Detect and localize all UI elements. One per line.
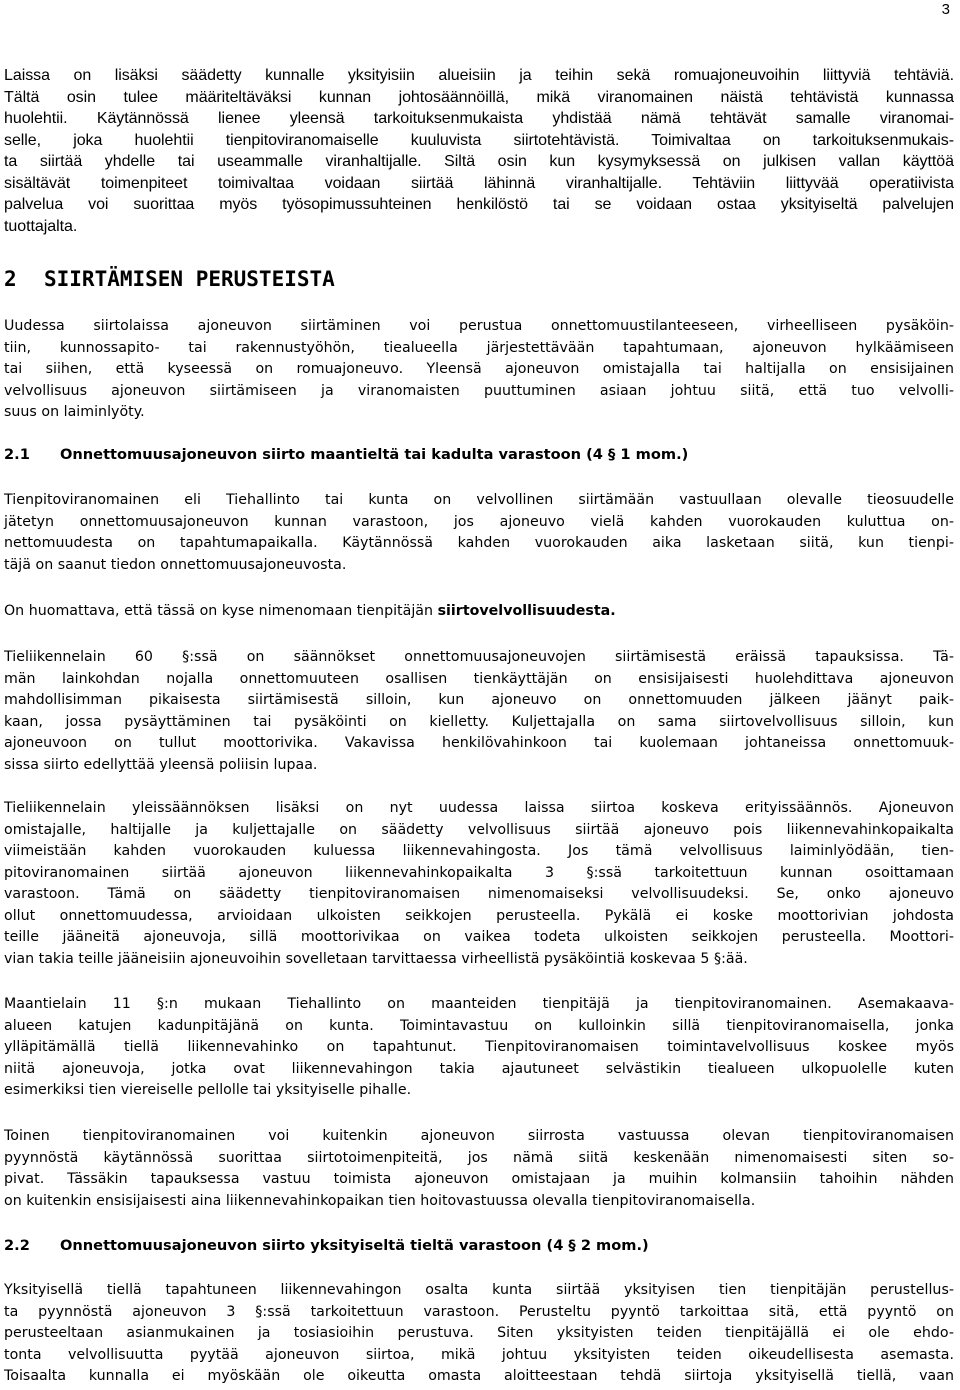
- text-line: jätetyn onnettomuusajoneuvon kunnan varastoon, jos ajoneuvo vielä kahden vuorokauden kuluttua on-: [4, 513, 954, 530]
- text-line: vian takia teille jääneisiin ajoneuvoihin sovelletaan tarvittaessa virheellistä pysäköintiä koskevaa 5 §:ää.: [4, 950, 748, 967]
- text-line: pivat. Tässäkin tapauksessa vastuu toimista ajoneuvon omistajaan ja muihin kolmansiin tahoihin nähden: [4, 1171, 954, 1187]
- subsection-number: 2.2: [4, 1237, 30, 1254]
- text-line: nettomuudesta on tapahtumapaikalla. Käytännössä kahden vuorokauden aika lasketaan siitä, kun tienpi-: [4, 535, 954, 551]
- intro-paragraph: [4, 65, 954, 237]
- subsection-title: Onnettomuusajoneuvon siirto yksityiseltä tieltä varastoon (4 § 2 mom.): [60, 1237, 649, 1254]
- page-number: 3: [941, 1, 950, 18]
- text-line: sissa siirto edellyttää yleensä poliisin lupaa.: [4, 756, 318, 773]
- text-line: viimeistään kahden vuorokauden kuluessa liikennevahingosta. Jos tämä velvollisuus laiminlyödään, tien-: [4, 843, 954, 859]
- section-2-1-paragraph-1: [4, 490, 954, 576]
- text-line: pitoviranomainen siirtää ajoneuvon liikennevahinkopaikalta 3 §:ssä tarkoitettuun kunnan osoittamaan: [4, 864, 954, 881]
- text-line: velvollisuus ajoneuvon siirtämiseen ja viranomaisten puuttuminen asiaan johtuu siitä, että tuo velvolli-: [4, 382, 954, 399]
- subsection-number: 2.1: [4, 446, 30, 463]
- text-line: män lainkohdan nojalla onnettomuuteen osallisen tienkäyttäjän on ensisijaisesti huolehdittava ajoneuvon: [4, 670, 954, 687]
- text-line: esimerkiksi tien viereiselle pellolle tai yksityiselle pihalle.: [4, 1082, 412, 1098]
- text-line: Tienpitoviranomainen eli Tiehallinto tai kunta on velvollinen siirtämään vastuullaan olevalle tieosuudelle: [4, 492, 954, 508]
- text-line: [4, 601, 954, 623]
- text-line: tiin, kunnossapito- tai rakennustyöhön, tiealueella järjestettävään tapahtumaan, ajoneuvon hylkäämiseen: [4, 339, 954, 356]
- subsection-heading-2-1: [4, 444, 688, 466]
- text-line: suus on laiminlyöty.: [4, 404, 145, 420]
- section-2-1-paragraph-4: [4, 798, 954, 970]
- section-2-1-paragraph-5: [4, 994, 954, 1102]
- text-line: omistajalle, haltijalle ja kuljettajalle on säädetty velvollisuus siirtää ajoneuvo pois liikennevahinkopaikalta: [4, 821, 954, 838]
- text-line: mahdollisimman pikaisesta siirtämisestä silloin, kun ajoneuvo on onnettomuuden jälkeen jäänyt paik-: [4, 692, 954, 708]
- text-line: tai siihen, että kyseessä on romuajoneuvo. Yleensä ajoneuvon omistajalla tai haltijalla on ensisijainen: [4, 361, 954, 377]
- subsection-title: Onnettomuusajoneuvon siirto maantieltä tai kadulta varastoon (4 § 1 mom.): [60, 446, 689, 463]
- section-2-1-paragraph-2: [4, 601, 954, 623]
- text-line: Tältä osin tulee määriteltäväksi kunnan johtosäännöillä, mikä viranomainen näistä tehtävistä kunnassa: [4, 88, 954, 106]
- text-line: pyynnöstä käytännössä suorittaa siirtotoimenpiteitä, jos nämä siitä keskenään nimenomaisesti siten so-: [4, 1149, 954, 1166]
- section-2-2-paragraph-1: [4, 1280, 954, 1388]
- text-line: Tieliikennelain yleissäännöksen lisäksi on nyt uudessa laissa siirtoa koskeva erityissäännös. Ajoneuvon: [4, 800, 954, 816]
- text-line: tonta velvollisuutta pyytää ajoneuvon siirtoa, mikä johtuu yksityisten teiden oikeudellisesta asemasta.: [4, 1346, 954, 1363]
- text-line: niitä ajoneuvoja, jotka ovat liikennevahingon takia ajautuneet selvästikin tiealueen ulkopuolelle kuten: [4, 1060, 954, 1077]
- text-line: Maantielain 11 §:n mukaan Tiehallinto on maanteiden tienpitäjä ja tienpitoviranomainen. Asemakaava-: [4, 996, 954, 1012]
- section-number: 2: [4, 267, 17, 291]
- text-line: alueen katujen kadunpitäjänä on kunta. Toimintavastuu on kulloinkin sillä tienpitoviranomaisella, jonka: [4, 1017, 954, 1034]
- text-line: teille jääneitä ajoneuvoja, sillä moottorivikaa on vaikea todeta ulkoisten seikkojen perusteella. Moottori-: [4, 929, 954, 945]
- text-line: perusteeltaan asianmukainen ja tosiasioihin perustuva. Siten yksityisten teiden tienpitäjällä ei ole ehdo-: [4, 1325, 954, 1341]
- text-line: sisältävät toimenpiteet toimivaltaa voidaan siirtää lähinnä viranhaltijalle. Tehtäviin liittyvää operatiivista: [4, 174, 954, 192]
- text-line: palvelua voi suorittaa myös työsopimussuhteinen henkilöstö tai se voidaan ostaa yksityiseltä palvelujen: [4, 196, 954, 213]
- section-2-1-paragraph-3: [4, 647, 954, 776]
- text-line: varastoon. Tämä on säädetty tienpitoviranomaisen nimenomaiseksi velvollisuudeksi. Se, onko ajoneuvo: [4, 886, 954, 902]
- text-line: selle, joka huolehtii tienpitoviranomaiselle kuuluvista siirtotehtävistä. Toimivaltaa on tarkoituksenmukais-: [4, 131, 954, 149]
- text-line: tuottajalta.: [4, 217, 78, 235]
- text-line: huolehtii. Käytännössä lienee yleensä tarkoituksenmukaista yhdistää nämä tehtävät samalle viranomai-: [4, 110, 954, 127]
- text-line: ylläpitämällä tiellä liikennevahinko on tapahtunut. Tienpitoviranomaisen toimintavelvollisuus koskee myös: [4, 1039, 954, 1055]
- text-line: Laissa on lisäksi säädetty kunnalle yksityisiin alueisiin ja teihin sekä romuajoneuvoihin liittyviä tehtäviä.: [4, 67, 954, 84]
- text-line: Tieliikennelain 60 §:ssä on säännökset onnettomuusajoneuvojen siirtämisestä eräissä tapauksissa. Tä-: [4, 649, 954, 665]
- subsection-heading-2-2: [4, 1235, 649, 1257]
- text-line: ajoneuvoon on tullut moottorivika. Vakavissa henkilövahinkoon tai kuolemaan johtaneissa onnettomuuk-: [4, 735, 954, 751]
- section-heading-2: [4, 266, 335, 292]
- text-line: ollut onnettomuudessa, arvioidaan ulkoisten seikkojen perusteella. Pykälä ei koske moottorivian johdosta: [4, 907, 954, 924]
- section-2-1-paragraph-6: [4, 1126, 954, 1212]
- text-line: kaan, jossa pysäyttäminen tai pysäköinti on kielletty. Kuljettajalla on sama siirtovelvollisuus silloin, kun: [4, 713, 954, 730]
- text-line: Toisaalta kunnalla ei myöskään ole oikeutta omasta aloitteestaan tehdä siirtoja yksityisellä tiellä, vaan: [4, 1368, 954, 1384]
- text-line: täjä on saanut tiedon onnettomuusajoneuvosta.: [4, 556, 347, 573]
- text-line: Yksityisellä tiellä tapahtuneen liikennevahingon osalta kunta siirtää yksityisen tien tienpitäjän perustellus-: [4, 1282, 954, 1298]
- text-line: Uudessa siirtolaissa ajoneuvon siirtäminen voi perustua onnettomuustilanteeseen, virheelliseen pysäköin-: [4, 318, 954, 334]
- text-line: ta pyynnöstä ajoneuvon 3 §:ssä tarkoitettuun varastoon. Perusteltu pyyntö tarkoittaa sitä, että pyyntö on: [4, 1303, 954, 1320]
- text-line: Toinen tienpitoviranomainen voi kuitenkin ajoneuvon siirrosta vastuussa olevan tienpitoviranomaisen: [4, 1128, 954, 1144]
- bold-term: siirtovelvollisuudesta.: [437, 603, 616, 619]
- text-line: ta siirtää yhdelle tai useammalle viranhaltijalle. Siltä osin kun kysymyksessä on julkisen vallan käyttöä: [4, 153, 954, 170]
- emphasis-lead: On huomattava, että tässä on kyse nimenomaan tienpitäjän: [4, 603, 438, 619]
- text-line: on kuitenkin ensisijaisesti aina liikennevahinkopaikan tien hoitovastuussa olevalla tienpitoviranomaisella.: [4, 1192, 756, 1209]
- section-2-paragraph: [4, 316, 954, 424]
- section-title: SIIRTÄMISEN PERUSTEISTA: [44, 267, 335, 291]
